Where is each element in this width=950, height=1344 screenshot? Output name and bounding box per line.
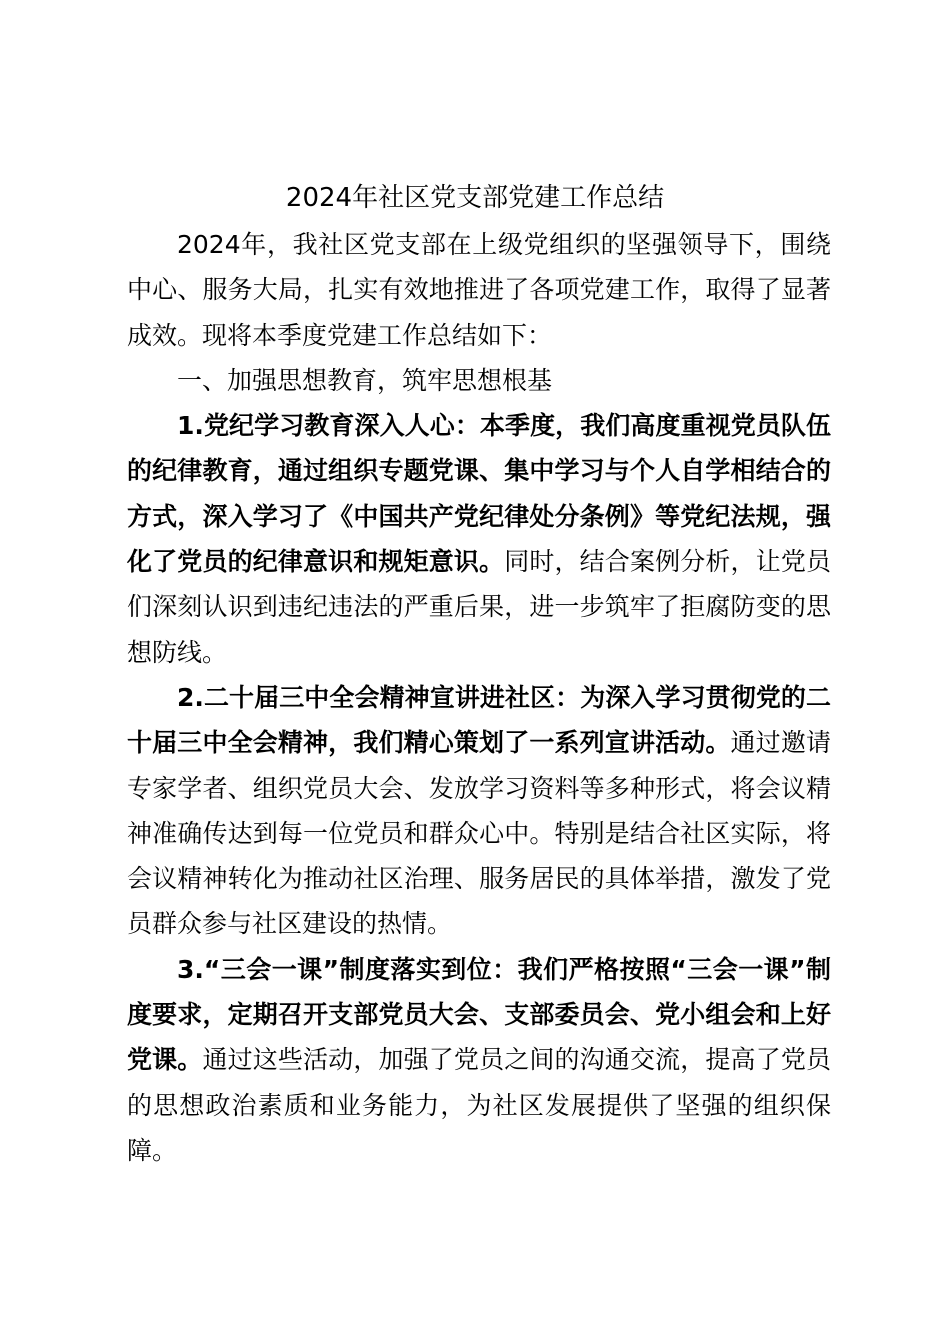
document-body	[127, 222, 831, 1173]
section-heading: 一、加强思想教育，筑牢思想根基	[177, 365, 553, 395]
item-2-lead: 2.二十届三中全会精神宣讲进社区：为深入学习贯彻党的二十届三中全会精神，我们精心策划了一系列宣讲活动。	[127, 682, 831, 758]
item-2-text: 通过邀请专家学者、组织党员大会、发放学习资料等多种形式，将会议精神准确传达到每一位党员和群众心中。特别是结合社区实际，将会议精神转化为推动社区治理、服务居民的具体举措，激发了党员群众参与社区建设的热情。	[127, 728, 831, 939]
item-3-lead: 3.“三会一课”制度落实到位：我们严格按照“三会一课”制度要求，定期召开支部党员大会、支部委员会、党小组会和上好党课。	[127, 954, 831, 1075]
intro-paragraph: 2024年，我社区党支部在上级党组织的坚强领导下，围绕中心、服务大局，扎实有效地推进了各项党建工作，取得了显著成效。现将本季度党建工作总结如下：	[127, 230, 831, 350]
document-title: 2024年社区党支部党建工作总结	[285, 183, 665, 213]
item-paragraph-1	[127, 403, 831, 675]
item-paragraph-2	[127, 675, 831, 947]
item-1-text: 同时，结合案例分析，让党员们深刻认识到违纪违法的严重后果，进一步筑牢了拒腐防变的思想防线。	[127, 547, 831, 667]
item-3-text: 通过这些活动，加强了党员之间的沟通交流，提高了党员的思想政治素质和业务能力，为社区发展提供了坚强的组织保障。	[127, 1045, 831, 1165]
item-1-lead: 1.党纪学习教育深入人心：本季度，我们高度重视党员队伍的纪律教育，通过组织专题党课、集中学习与个人自学相结合的方式，深入学习了《中国共产党纪律处分条例》等党纪法规，强化了党员的纪律意识和规矩意识。	[127, 411, 831, 577]
item-paragraph-3	[127, 947, 831, 1173]
